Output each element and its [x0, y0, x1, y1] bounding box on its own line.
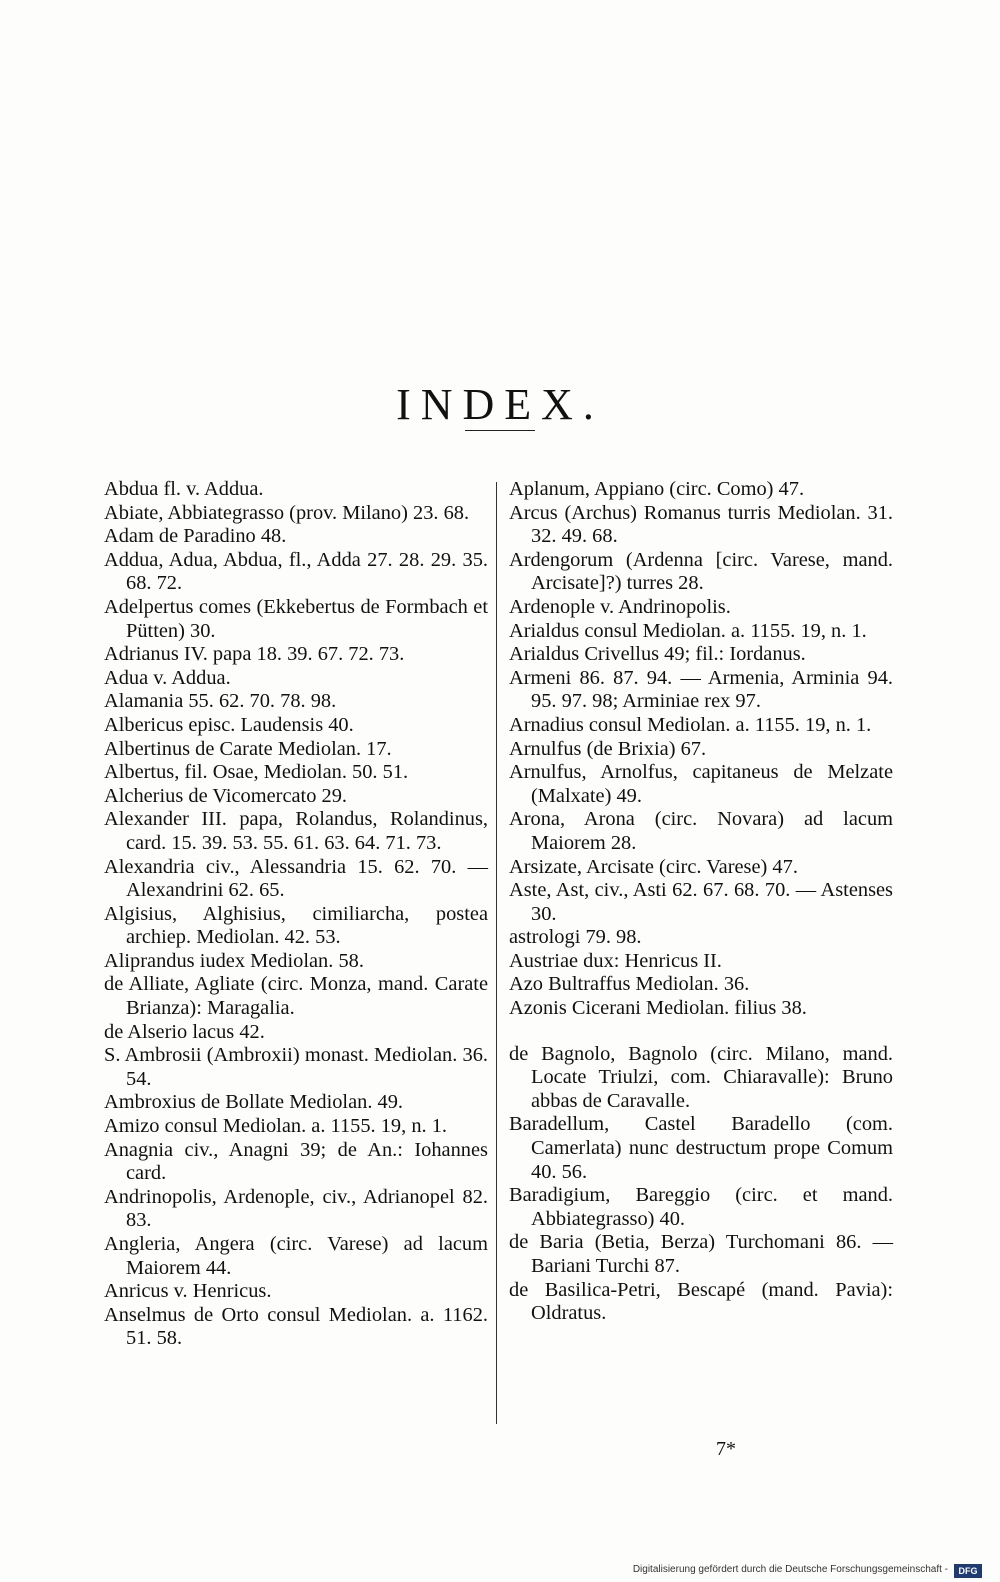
index-entry: Arcus (Archus) Romanus turris Mediolan. 31. 32. 49. 68.: [509, 501, 893, 548]
index-entry: Armeni 86. 87. 94. — Armenia, Arminia 94. 95. 97. 98; Arminiae rex 97.: [509, 666, 893, 713]
index-entry: Abdua fl. v. Addua.: [104, 478, 264, 500]
index-entry: Arona, Arona (circ. Novara) ad lacum Maiorem 28.: [509, 808, 893, 854]
dfg-logo: DFG: [954, 1564, 982, 1578]
index-entry: Adelpertus comes (Ekkebertus de Formbach et Pütten) 30.: [104, 595, 488, 642]
index-entry: Azonis Cicerani Mediolan. filius 38.: [509, 997, 807, 1020]
index-entry: Azo Bultraffus Mediolan. 36.: [509, 973, 750, 996]
index-entry: Alexander III. papa, Rolandus, Rolandinus, card. 15. 39. 53. 55. 61. 63. 64. 71. 73.: [104, 808, 488, 854]
footer-credit: Digitalisierung gefördert durch die Deutsche Forschungsgemeinschaft -: [632, 1564, 948, 1575]
index-entry: Ambroxius de Bollate Mediolan. 49.: [104, 1091, 404, 1114]
index-entry: Arialdus Crivellus 49; fil.: Iordanus.: [509, 643, 806, 666]
index-column-left: [104, 478, 488, 1351]
index-entry: de Bagnolo, Bagnolo (circ. Milano, mand. Locate Triulzi, com. Chiaravalle): Bruno abbas de Caravalle.: [509, 1042, 893, 1112]
index-entry: Algisius, Alghisius, cimiliarcha, postea archiep. Mediolan. 42. 53.: [104, 902, 488, 949]
index-entry: Adrianus IV. papa 18. 39. 67. 72. 73.: [104, 643, 405, 666]
index-entry: Albertus, fil. Osae, Mediolan. 50. 51.: [104, 761, 409, 784]
index-entry: Anselmus de Orto consul Mediolan. a. 1162. 51. 58.: [104, 1303, 488, 1350]
index-entry: Aliprandus iudex Mediolan. 58.: [104, 949, 364, 972]
index-entry: de Baria (Betia, Berza) Turchomani 86. — Bariani Turchi 87.: [509, 1231, 893, 1277]
index-entry: Adam de Paradino 48.: [104, 525, 287, 548]
index-entry: de Alliate, Agliate (circ. Monza, mand. Carate Brianza): Maragalia.: [104, 973, 488, 1020]
index-entry: Arialdus consul Mediolan. a. 1155. 19, n. 1.: [509, 619, 867, 642]
index-entry: Angleria, Angera (circ. Varese) ad lacum Maiorem 44.: [104, 1233, 488, 1279]
index-entry: Baradellum, Castel Baradello (com. Camerlata) nunc destructum prope Comum 40. 56.: [509, 1113, 893, 1183]
index-column-right: [509, 478, 893, 1326]
index-entry: Austriae dux: Henricus II.: [509, 949, 722, 972]
index-entry: de Basilica-Petri, Bescapé (mand. Pavia): Oldratus.: [509, 1278, 893, 1325]
index-entry: Anricus v. Henricus.: [104, 1280, 272, 1303]
column-divider: [496, 482, 497, 1424]
index-entry: Amizo consul Mediolan. a. 1155. 19, n. 1.: [104, 1115, 448, 1138]
index-entry: Adua v. Addua.: [104, 666, 231, 689]
index-entry: Arnulfus, Arnolfus, capitaneus de Melzate (Malxate) 49.: [509, 761, 893, 807]
index-entry: de Alserio lacus 42.: [104, 1020, 265, 1043]
index-entry: S. Ambrosii (Ambroxii) monast. Mediolan. 36. 54.: [104, 1044, 488, 1090]
index-entry: astrologi 79. 98.: [509, 926, 642, 949]
index-entry: Andrinopolis, Ardenople, civ., Adrianopel 82. 83.: [104, 1185, 488, 1232]
title-rule: [465, 430, 535, 431]
index-entry: Alcherius de Vicomercato 29.: [104, 784, 348, 807]
index-entry: Addua, Adua, Abdua, fl., Adda 27. 28. 29. 35. 68. 72.: [104, 548, 488, 595]
index-entry: Arnulfus (de Brixia) 67.: [509, 737, 707, 760]
index-entry: Arsizate, Arcisate (circ. Varese) 47.: [509, 855, 798, 878]
index-entry: Aplanum, Appiano (circ. Como) 47.: [509, 478, 805, 500]
index-entry: Albericus episc. Laudensis 40.: [104, 713, 354, 736]
index-entry: Anagnia civ., Anagni 39; de An.: Iohannes card.: [104, 1138, 488, 1185]
index-entry: Ardengorum (Ardenna [circ. Varese, mand. Arcisate]?) turres 28.: [509, 548, 893, 595]
index-entry: Albertinus de Carate Mediolan. 17.: [104, 737, 392, 760]
index-entry: Ardenople v. Andrinopolis.: [509, 595, 731, 618]
index-entry: Alexandria civ., Alessandria 15. 62. 70. — Alexandrini 62. 65.: [104, 855, 488, 902]
page-title: INDEX.: [396, 380, 604, 430]
page-number: 7*: [716, 1438, 736, 1460]
index-entry: Arnadius consul Mediolan. a. 1155. 19, n. 1.: [509, 713, 872, 736]
index-entry: Aste, Ast, civ., Asti 62. 67. 68. 70. — Astenses 30.: [509, 879, 893, 925]
index-entry: Alamania 55. 62. 70. 78. 98.: [104, 690, 337, 713]
index-entry: Abiate, Abbiategrasso (prov. Milano) 23. 68.: [104, 501, 470, 524]
index-entry: Baradigium, Bareggio (circ. et mand. Abbiategrasso) 40.: [509, 1184, 893, 1230]
